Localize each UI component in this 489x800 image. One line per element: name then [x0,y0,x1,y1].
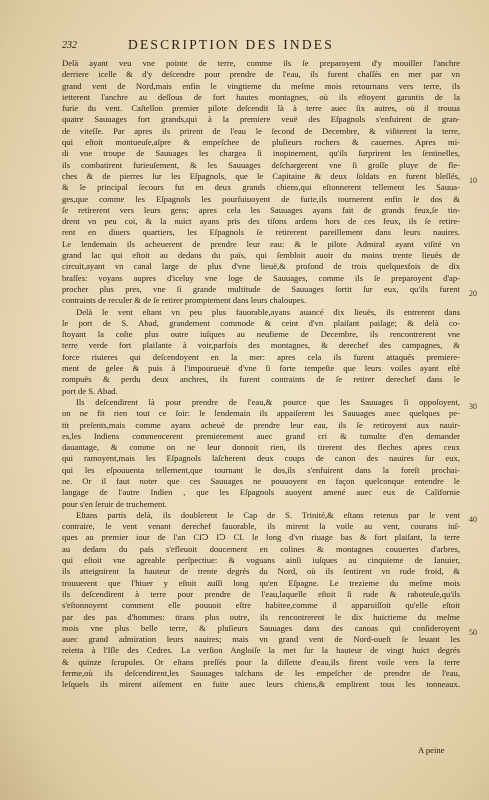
text-line: auec grand admiration leurs nauires; mais vn grand vent de Nord-oueſt ſe leuant les [62,634,460,645]
text-line: trouuerent que l'hiuer y eſtoit auſſi long qu'en Eſpagne. Le trezieme du meſme mois [62,577,460,588]
text-line: port de S. Abad. [62,385,118,396]
text-line: de viteſſe. Par apres ils prirent de l'eau le ſecond de Decembre, & viſiterent la terre, [62,125,460,136]
text-line: rompuës & perdu deux anchres, ils furent contraints de ſe retirer derechef dans le [62,374,460,385]
text-line: es,les Indiens commencerent premierement auec grand cri & tumulte d'en demander [62,430,460,441]
text-line: circuit,ayant vn canal large de plus d'vne lieuë,& profond de trois quelquesfois de dix [62,261,460,272]
text-line: & quinze ſcrupules. Or eſtans preſſés pour la diſſette d'eau,ils firent voile vers la terre [62,656,460,667]
text-line: procher plus pres, vne ſi grande multitude de Sauuages ſortit ſur eux, qu'ils furent [62,283,460,294]
text-line: langage de l'autre Indien , que les Eſpagnols auoyent amené auec eux de Californie [62,487,460,498]
body-text [62,58,460,691]
line-number-30: 30 [469,402,477,411]
page-header [62,37,462,56]
text-line: ges,que comme les Eſpagnols les pourſuiuoyent de furie,ils tournerent enfin le dos & [62,193,460,204]
text-line: terre verde fort plaiſante à voir,parfois des montagnes, & derechef des campagnes, & [62,340,460,351]
text-line: mois vne plus belle terre, & pluſieurs Sauuages dans des canoas qui conſideroyent [62,622,460,633]
text-line: on ne fit rien tout ce ſoir: le lendemain ils appaiſerent les Sauuages auec quelques pe- [62,408,460,419]
text-line: au dedans du païs s'efleuoit doucement en colines & montagnes couuertes d'arbres, [62,543,460,554]
text-line: qui eſtoit montueuſe,aſpre & empeſchee de pluſieurs rochers & cauernes. Apres mi- [62,137,460,148]
text-line: derriere icelle & d'y deſcendre pour prendre de l'eau, ils furent chaſſés en mer par vn [62,69,460,80]
line-number-20: 20 [469,289,477,298]
text-line: Delà ayant veu vne pointe de terre, comme ils ſe preparoyent d'y mouiller l'anchre [62,58,460,68]
text-line: grand vent de Nord,mais enfin le vingtieme du meſme mois retournans vers terre, ils [62,80,460,91]
text-line: qui les eſpouuenta tellement,que tournant le dos,ils s'enfuirent dans la foreſt prochai- [62,464,460,475]
page-number: 232 [62,40,77,51]
text-line: ils deſcendirent à terre pour prendre de l'eau,laquelle eſtoit ſi rude & raboteuſe,qu'ils [62,588,460,599]
text-line: drent vn peu coi, & la nuict ayans pris des tiſons ardens hors de ces feux, ils ſe retire- [62,216,460,227]
text-line: ques au premier iour de l'an CIↃ IↃ CI. le long d'vn riuage bas & fort plaiſant, la terre [62,532,460,543]
text-line: contraire, le vent venant derechef fauorable, ils mirent la voile au vent, courans iuſ- [62,521,460,532]
text-line: Ils deſcendirent là pour prendre de l'eau,& pource que les Sauuages ſi oppoſoyent, [76,396,460,407]
text-line: qui ramoyent,mais les Eſpagnols laſcherent deux coups de canon des nauires ſur eux, [62,453,460,464]
text-line: leſquels ils mirent aiſement en fuite auec leurs chiens,& emplirent tous les tonneaux. [62,679,460,690]
text-line: rent en diuers quartiers, les Eſpagnols ſe retirerent pareillement dans leurs nauires. [62,227,460,238]
text-line: furie du vent. Caſtellon premier pilote deſcendit là à terre auec ſix autres, où il trouua [62,103,460,114]
text-line: ſe retirerent vers leurs gens; apres cela les Sauuages ayans fait de grands feux,ſe tin- [62,204,460,215]
text-line: grand lac qui eſtoit au dedans du païs, qui ſembloit auoir du moins trente lieuës de [62,250,460,261]
text-line: ils combatirent furieuſement, & les Sauuages deſchargerent vne ſi groſſe pluye de fle- [62,159,460,170]
text-line: pour s'en ſeruir de truchement. [62,498,167,509]
text-line: Le lendemain ils acheuerent de prendre leur eau: & le pilote Admiral ayant viſité vn [62,238,460,249]
catchword: A peine [418,745,445,755]
text-line: & le principal ſecours fut en deux grands chiens,qui eſtonnerent tellement les Sauua- [62,182,460,193]
line-number-10: 10 [469,176,477,185]
line-number-50: 50 [469,628,477,637]
text-line: ches & de pierres ſur les Eſpagnols, que le Capitaine & deux ſoldats en furent bleſſés, [62,170,460,181]
text-line: ferme,où ils deſcendirent,les Sauuages taſchans de les empeſcher de prendre de l'eau, [62,668,460,679]
text-line: s'eſtonnoyent comment elle pouuoit eſtre habitee,comme il apparoiſſoit qu'elle eſtoit [62,600,460,611]
text-line: contraints de reculer & de ſe retirer promptement dans leurs chaloupes. [62,295,307,306]
text-line: Eſtans partis delà, ils doublerent le Cap de S. Trinité,& eſtans retenus par le vent [76,509,460,520]
text-line: ietterent l'anchre au deſſous de fort hautes montagnes, où ils eſtoyent garantis de la [62,91,460,102]
text-line: le port de S. Abad, grandement commode & ceint d'vn plaiſant paiſage; & delà co- [62,317,460,328]
text-line: braſſes: voyans aupres d'iceluy vne loge de Sauuages, comme ils ſe preparoyent d'ap- [62,272,460,283]
text-line: ne. Or il faut noter que ces Sauuages ne pouuoyent en façon quelconque entendre le [62,475,460,486]
text-line: par des pas d'hommes: tirans plus outre, ils rencontrerent le dix huictieme du meſme [62,611,460,622]
running-title: DESCRIPTION DES INDES [128,37,334,52]
text-line: ment de gelee & puis à l'impourueuë d'vne ſi forte tempeſte que leurs voiles ayant eſté [62,363,460,374]
text-line: tit preſents,mais comme ayans acheué de prendre leur eau, ils ſe retiroyent aux nauir- [62,419,460,430]
text-line: force riuieres qui deſcendoyent en la mer: apres cela ils furent attaqués premiere- [62,351,460,362]
line-number-40: 40 [469,515,477,524]
text-line: quatre Sauuages fort grands,qui à la premiere veuë des Eſpagnols s'enfuirent de gran- [62,114,460,125]
text-line: Delà le vent eſtant vn peu plus fauorable,ayans auancé dix lieuës, ils entrerent dans [76,306,460,317]
text-line: ſtoyant la coſte plus outre iuſques au neufieme de Decembre, ils rencontrerent vne [62,329,460,340]
text-line: di vne troupe de Sauuages les chargea ſi inopinement, qu'ils ſurprirent les ſentinelles, [62,148,460,159]
text-line: dauantage, & comme on ne leur donnoit rien, ils tirerent des fleches apres ceux [62,442,460,453]
text-line: qui eſtoit vne agreable perſpectiue: & voguans ainſi iuſques au cinquieme de Ianuier, [62,555,460,566]
text-line: reietta à l'Iſle des Cedres. La verſion Angloiſe la met ſur la hauteur de vingt huict degrés [62,645,460,656]
text-line: ils atteignirent la hauteur de trente degrés du Nord, où ils ſentirent vn rude froid, & [62,566,460,577]
